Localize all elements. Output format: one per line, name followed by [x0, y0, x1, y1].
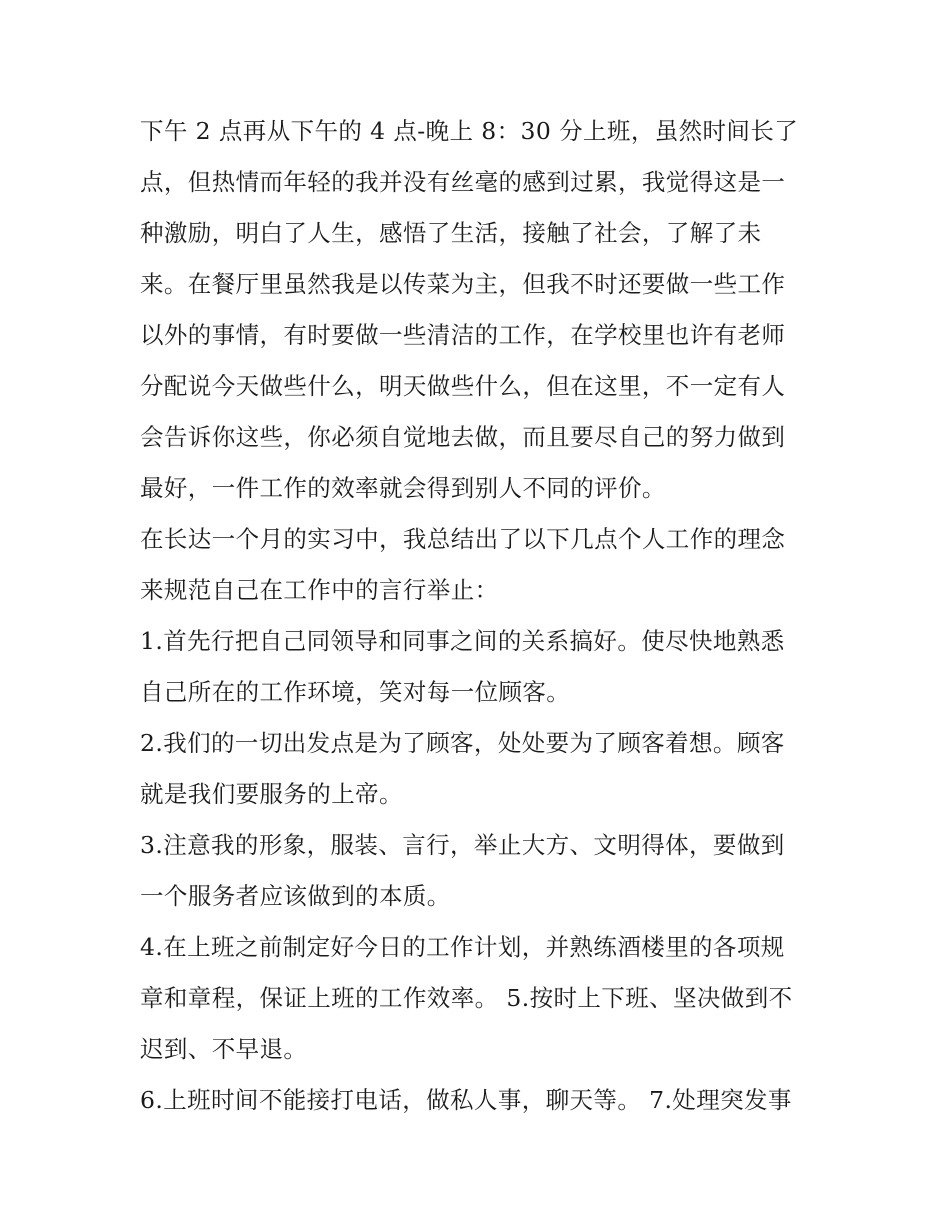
- text-line: 1.首先行把自己同领导和同事之间的关系搞好。使尽快地熟悉: [140, 627, 785, 655]
- text-line: 2.我们的一切出发点是为了顾客，处处要为了顾客着想。顾客: [140, 729, 785, 757]
- text-line: 在长达一个月的实习中，我总结出了以下几点个人工作的理念: [140, 525, 786, 553]
- text-line: 迟到、不早退。: [140, 1035, 308, 1063]
- text-line: 下午 2 点再从下午的 4 点-晚上 8：30 分上班，虽然时间长了: [140, 117, 799, 145]
- text-line: 就是我们要服务的上帝。: [140, 780, 403, 808]
- text-line: 分配说今天做些什么，明天做些什么，但在这里，不一定有人: [140, 372, 786, 400]
- text-line: 6.上班时间不能接打电话，做私人事，聊天等。 7.处理突发事: [140, 1086, 792, 1114]
- text-line: 点，但热情而年轻的我并没有丝毫的感到过累，我觉得这是一: [140, 168, 786, 196]
- text-line: 最好，一件工作的效率就会得到别人不同的评价。: [140, 474, 666, 502]
- text-line: 种激励，明白了人生，感悟了生活，接触了社会，了解了未: [140, 219, 762, 247]
- text-line: 章和章程，保证上班的工作效率。 5.按时上下班、坚决做到不: [140, 984, 793, 1012]
- text-line: 4.在上班之前制定好今日的工作计划，并熟练酒楼里的各项规: [140, 933, 785, 961]
- text-line: 自己所在的工作环境，笑对每一位顾客。: [140, 678, 571, 706]
- text-line: 3.注意我的形象，服装、言行，举止大方、文明得体，要做到: [140, 831, 785, 859]
- text-line: 来。在餐厅里虽然我是以传菜为主，但我不时还要做一些工作: [140, 270, 786, 298]
- document-body: [140, 106, 820, 1126]
- text-line: 会告诉你这些，你必须自觉地去做，而且要尽自己的努力做到: [140, 423, 786, 451]
- text-line: 来规范自己在工作中的言行举止：: [140, 576, 499, 604]
- text-line: 以外的事情，有时要做一些清洁的工作，在学校里也许有老师: [140, 321, 786, 349]
- text-line: 一个服务者应该做到的本质。: [140, 882, 451, 910]
